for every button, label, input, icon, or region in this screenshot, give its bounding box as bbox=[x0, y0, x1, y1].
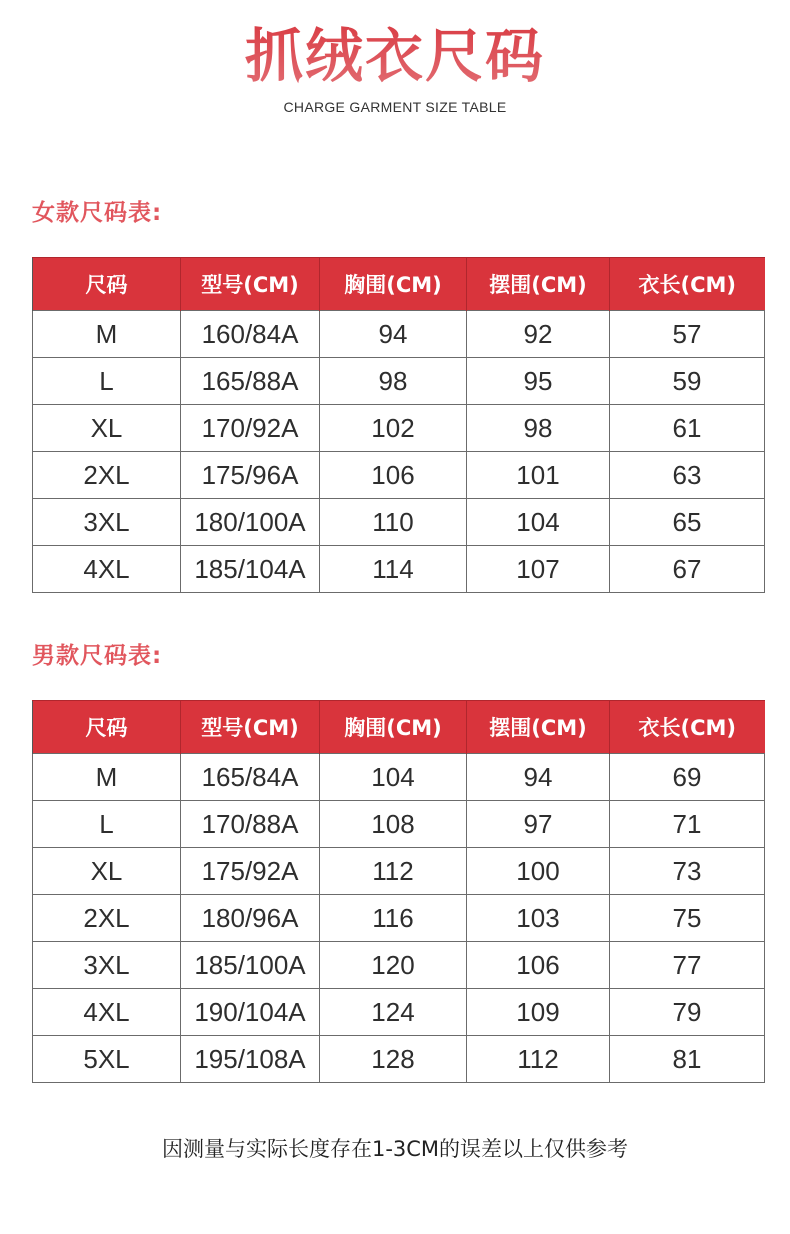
model-cell: 190/104A bbox=[181, 989, 320, 1036]
table-row bbox=[33, 895, 765, 942]
size-cell: 2XL bbox=[33, 895, 181, 942]
column-header-size: 尺码 bbox=[33, 701, 181, 754]
chest-cell: 120 bbox=[320, 942, 467, 989]
model-cell: 170/88A bbox=[181, 801, 320, 848]
column-header-hem: 摆围(CM) bbox=[467, 258, 610, 311]
size-cell: 3XL bbox=[33, 942, 181, 989]
table-row bbox=[33, 1036, 765, 1083]
chest-cell: 98 bbox=[320, 358, 467, 405]
column-header-model: 型号(CM) bbox=[181, 258, 320, 311]
chest-cell: 104 bbox=[320, 754, 467, 801]
men-table-body bbox=[33, 754, 765, 1083]
column-header-length: 衣长(CM) bbox=[610, 701, 765, 754]
size-cell: M bbox=[33, 754, 181, 801]
hem-cell: 98 bbox=[467, 405, 610, 452]
hem-cell: 109 bbox=[467, 989, 610, 1036]
length-cell: 79 bbox=[610, 989, 765, 1036]
table-row bbox=[33, 989, 765, 1036]
length-cell: 57 bbox=[610, 311, 765, 358]
chest-cell: 106 bbox=[320, 452, 467, 499]
length-cell: 59 bbox=[610, 358, 765, 405]
length-cell: 67 bbox=[610, 546, 765, 593]
size-cell: L bbox=[33, 801, 181, 848]
model-cell: 180/100A bbox=[181, 499, 320, 546]
model-cell: 170/92A bbox=[181, 405, 320, 452]
model-cell: 160/84A bbox=[181, 311, 320, 358]
size-cell: 4XL bbox=[33, 546, 181, 593]
chest-cell: 108 bbox=[320, 801, 467, 848]
table-row bbox=[33, 358, 765, 405]
chest-cell: 114 bbox=[320, 546, 467, 593]
hem-cell: 103 bbox=[467, 895, 610, 942]
size-cell: 2XL bbox=[33, 452, 181, 499]
model-cell: 175/96A bbox=[181, 452, 320, 499]
length-cell: 65 bbox=[610, 499, 765, 546]
table-row bbox=[33, 546, 765, 593]
model-cell: 175/92A bbox=[181, 848, 320, 895]
column-header-length: 衣长(CM) bbox=[610, 258, 765, 311]
table-row bbox=[33, 405, 765, 452]
hem-cell: 95 bbox=[467, 358, 610, 405]
length-cell: 71 bbox=[610, 801, 765, 848]
chest-cell: 102 bbox=[320, 405, 467, 452]
page-subtitle: CHARGE GARMENT SIZE TABLE bbox=[283, 99, 507, 115]
hem-cell: 92 bbox=[467, 311, 610, 358]
length-cell: 61 bbox=[610, 405, 765, 452]
hem-cell: 112 bbox=[467, 1036, 610, 1083]
women-table-body bbox=[33, 311, 765, 593]
length-cell: 69 bbox=[610, 754, 765, 801]
men-table-header-row bbox=[33, 701, 765, 754]
length-cell: 73 bbox=[610, 848, 765, 895]
table-row bbox=[33, 942, 765, 989]
model-cell: 165/88A bbox=[181, 358, 320, 405]
size-cell: XL bbox=[33, 405, 181, 452]
chest-cell: 112 bbox=[320, 848, 467, 895]
hem-cell: 107 bbox=[467, 546, 610, 593]
model-cell: 165/84A bbox=[181, 754, 320, 801]
hem-cell: 106 bbox=[467, 942, 610, 989]
table-row bbox=[33, 754, 765, 801]
hem-cell: 104 bbox=[467, 499, 610, 546]
table-row bbox=[33, 499, 765, 546]
size-cell: L bbox=[33, 358, 181, 405]
size-cell: 3XL bbox=[33, 499, 181, 546]
chest-cell: 110 bbox=[320, 499, 467, 546]
table-row bbox=[33, 801, 765, 848]
men-size-table-label: 男款尺码表: bbox=[32, 643, 163, 669]
model-cell: 185/100A bbox=[181, 942, 320, 989]
hem-cell: 100 bbox=[467, 848, 610, 895]
size-cell: M bbox=[33, 311, 181, 358]
column-header-chest: 胸围(CM) bbox=[320, 701, 467, 754]
column-header-hem: 摆围(CM) bbox=[467, 701, 610, 754]
chest-cell: 116 bbox=[320, 895, 467, 942]
length-cell: 77 bbox=[610, 942, 765, 989]
length-cell: 81 bbox=[610, 1036, 765, 1083]
size-cell: 5XL bbox=[33, 1036, 181, 1083]
column-header-chest: 胸围(CM) bbox=[320, 258, 467, 311]
length-cell: 75 bbox=[610, 895, 765, 942]
chest-cell: 94 bbox=[320, 311, 467, 358]
page-title: 抓绒衣尺码 bbox=[0, 18, 790, 94]
chest-cell: 128 bbox=[320, 1036, 467, 1083]
model-cell: 180/96A bbox=[181, 895, 320, 942]
column-header-size: 尺码 bbox=[33, 258, 181, 311]
column-header-model: 型号(CM) bbox=[181, 701, 320, 754]
women-size-table-label: 女款尺码表: bbox=[32, 200, 163, 226]
chest-cell: 124 bbox=[320, 989, 467, 1036]
length-cell: 63 bbox=[610, 452, 765, 499]
model-cell: 185/104A bbox=[181, 546, 320, 593]
hem-cell: 94 bbox=[467, 754, 610, 801]
women-size-table bbox=[32, 257, 765, 593]
women-table-header-row bbox=[33, 258, 765, 311]
table-row bbox=[33, 452, 765, 499]
model-cell: 195/108A bbox=[181, 1036, 320, 1083]
hem-cell: 97 bbox=[467, 801, 610, 848]
table-row bbox=[33, 311, 765, 358]
measurement-disclaimer: 因测量与实际长度存在1-3CM的误差以上仅供参考 bbox=[161, 1137, 629, 1161]
hem-cell: 101 bbox=[467, 452, 610, 499]
men-size-table bbox=[32, 700, 765, 1083]
size-cell: XL bbox=[33, 848, 181, 895]
size-cell: 4XL bbox=[33, 989, 181, 1036]
table-row bbox=[33, 848, 765, 895]
